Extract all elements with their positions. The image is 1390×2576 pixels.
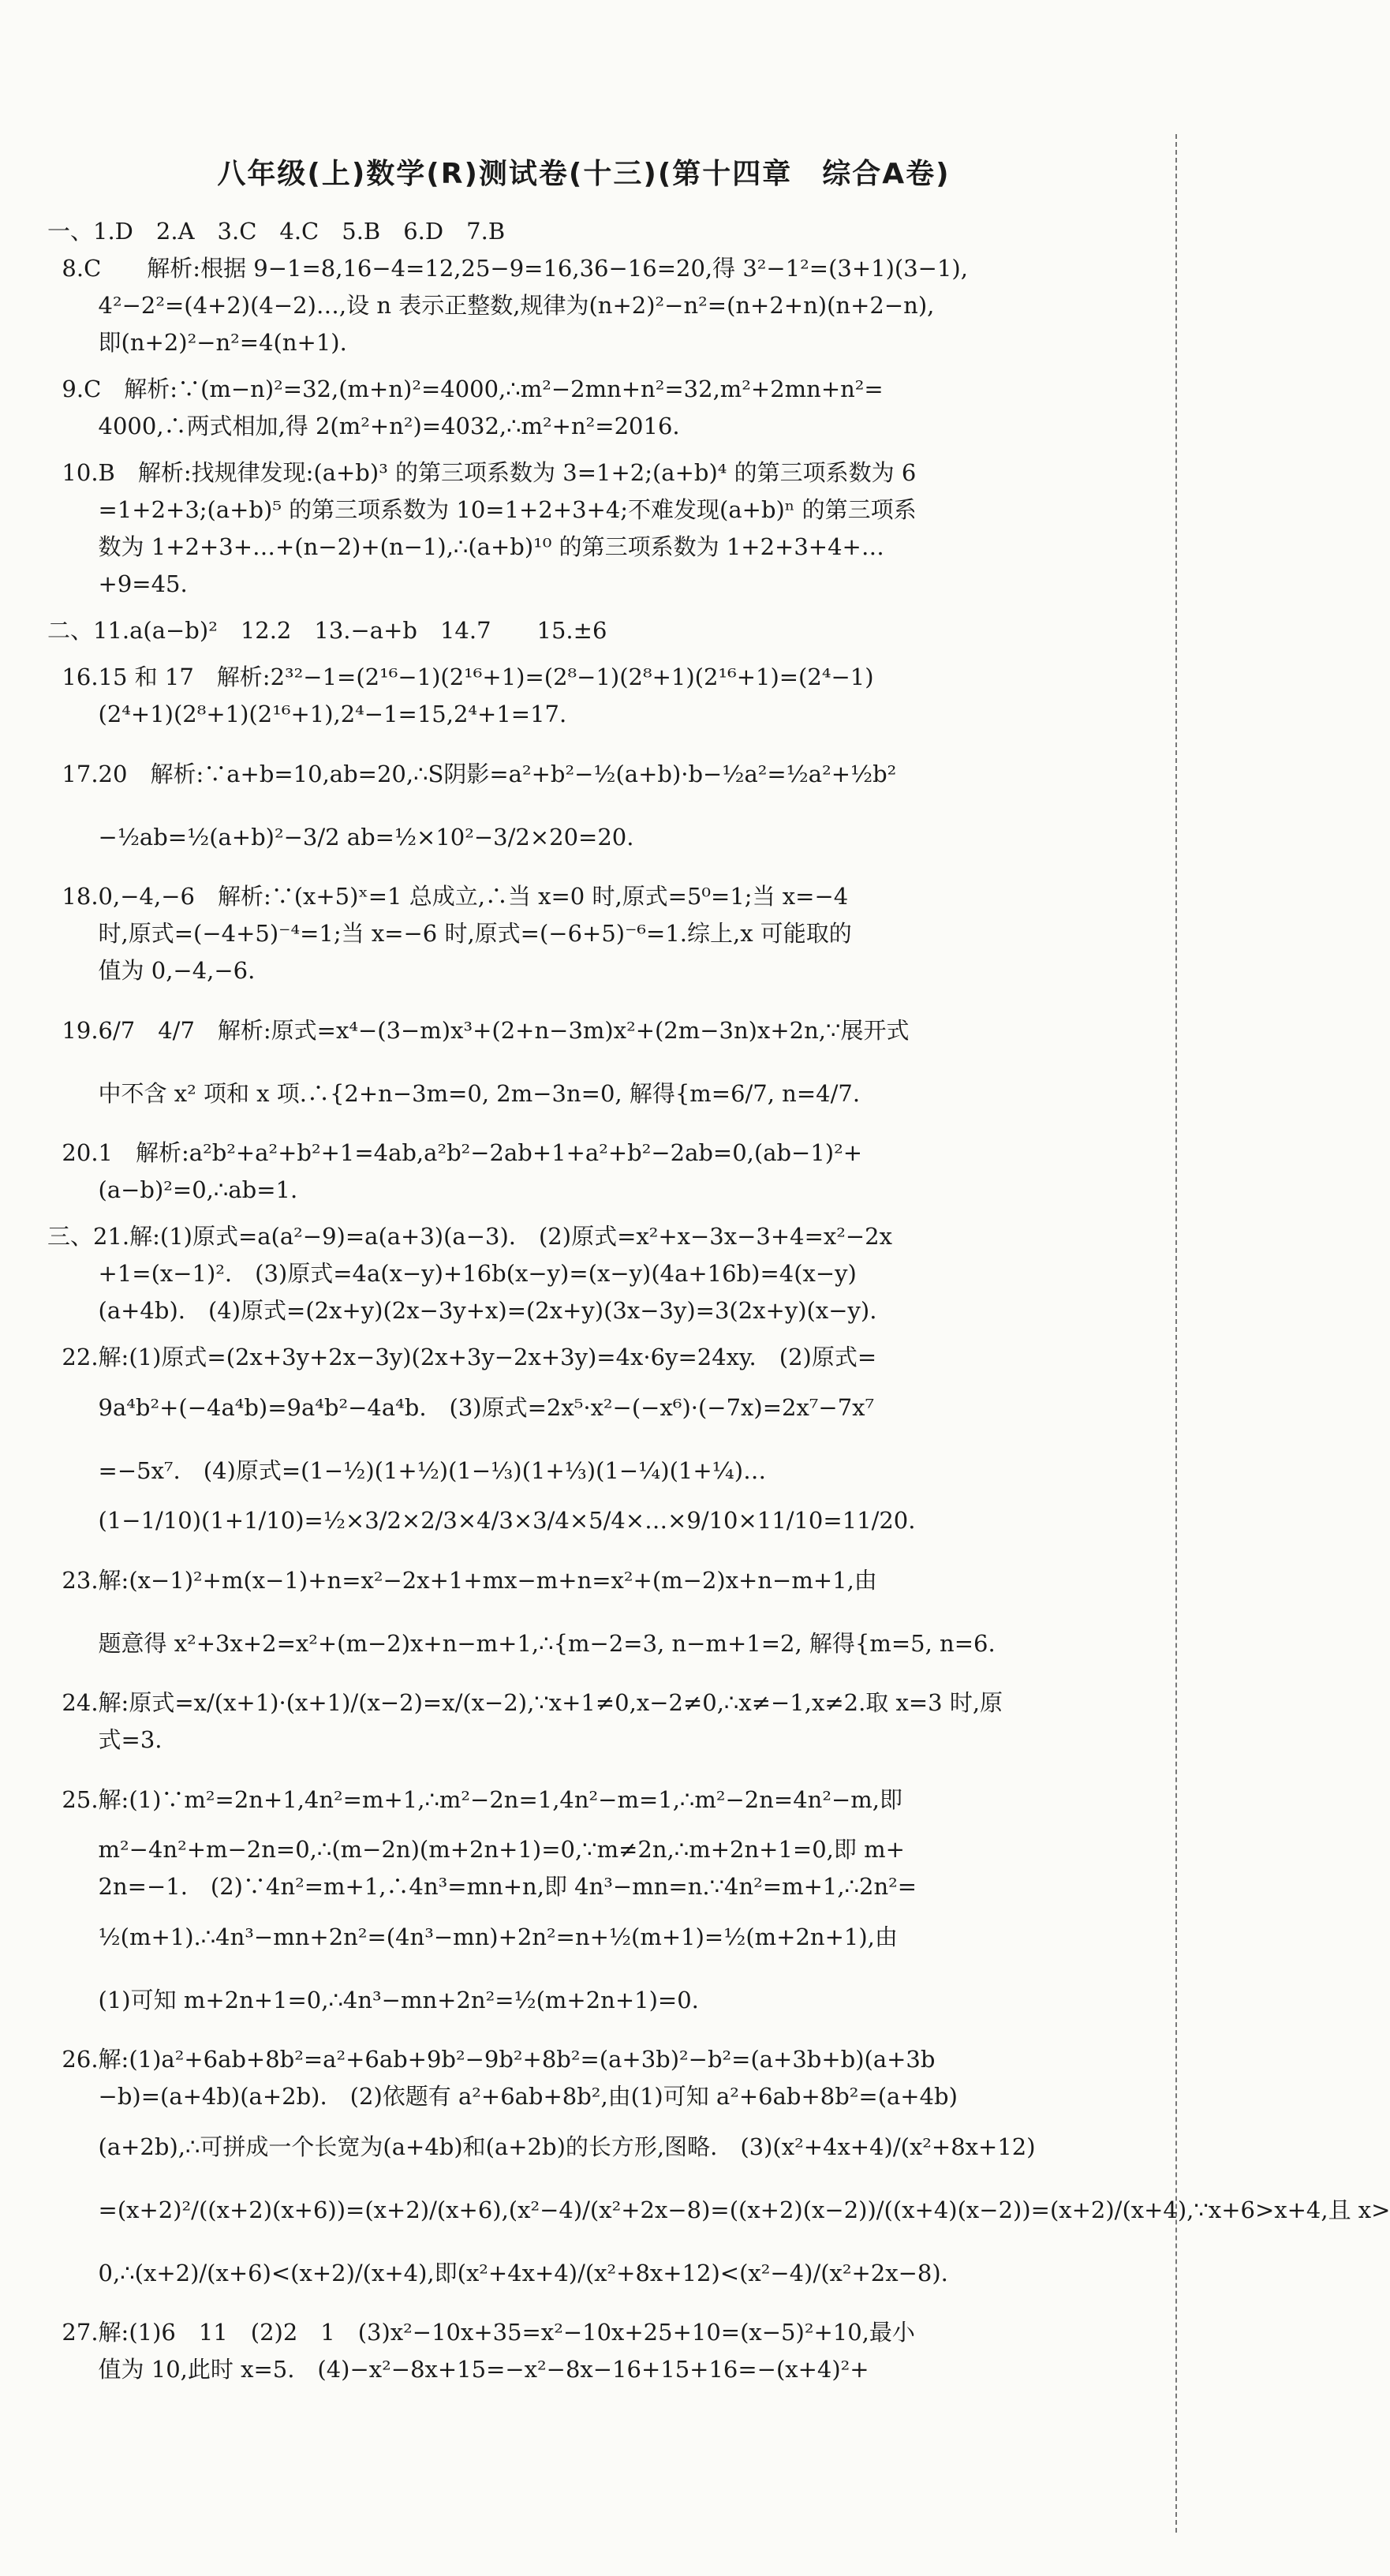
spacer	[47, 869, 1160, 878]
answer-line: 19.6/7 4/7 解析:原式=x⁴−(3−m)x³+(2+n−3m)x²+(2m−3n)x+2n,∵展开式	[47, 1017, 910, 1044]
answer-line: =(x+2)²/((x+2)(x+6))=(x+2)/(x+6),(x²−4)/(x²+2x−8)=((x+2)(x−2))/((x+4)(x−2))=(x+2)/(x+4),∵x+6>x+4,且 x>	[47, 2197, 1390, 2223]
answer-line: 23.解:(x−1)²+m(x−1)+n=x²−2x+1+mx−m+n=x²+(m−2)x+n−m+1,由	[47, 1567, 877, 1594]
answer-line: (a−b)²=0,∴ab=1.	[47, 1176, 298, 1203]
spacer	[47, 1675, 1160, 1684]
answer-line: 0,∴(x+2)/(x+6)<(x+2)/(x+4),即(x²+4x+4)/(x²+8x+12)<(x²−4)/(x²+2x−8).	[47, 2260, 948, 2286]
answer-line: 中不含 x² 项和 x 项.∴{2+n−3m=0, 2m−3n=0, 解得{m=6/7, n=4/7.	[47, 1080, 861, 1107]
answer-line: (2⁴+1)(2⁸+1)(2¹⁶+1),2⁴−1=15,2⁴+1=17.	[47, 701, 567, 727]
answer-line: ½(m+1).∴4n³−mn+2n²=(4n³−mn)+2n²=n+½(m+1)=½(m+2n+1),由	[47, 1924, 898, 1950]
answer-line: 8.C 解析:根据 9−1=8,16−4=12,25−9=16,36−16=20,得 3²−1²=(3+1)(3−1),	[47, 255, 968, 282]
spacer	[47, 1209, 1160, 1218]
answer-body	[47, 213, 1390, 2388]
answer-line: 2n=−1. (2)∵4n²=m+1,∴4n³=mn+n,即 4n³−mn=n.∵4n²=m+1,∴2n²=	[47, 1873, 917, 1900]
answer-line: 数为 1+2+3+…+(n−2)+(n−1),∴(a+b)¹⁰ 的第三项系数为 1+2+3+4+…	[47, 533, 884, 560]
answer-line: =−5x⁷. (4)原式=(1−½)(1+½)(1−⅓)(1+⅓)(1−¼)(1+¼)…	[47, 1457, 767, 1484]
spacer	[47, 361, 1160, 371]
answer-line: +1=(x−1)². (3)原式=4a(x−y)+16b(x−y)=(x−y)(4a+16b)=4(x−y)	[47, 1260, 857, 1287]
answer-line: 一、1.D 2.A 3.C 4.C 5.B 6.D 7.B	[47, 218, 506, 245]
answer-line: 16.15 和 17 解析:2³²−1=(2¹⁶−1)(2¹⁶+1)=(2⁸−1)(2⁸+1)(2¹⁶+1)=(2⁴−1)	[47, 664, 874, 690]
spacer	[47, 989, 1160, 999]
answer-line: 9a⁴b²+(−4a⁴b)=9a⁴b²−4a⁴b. (3)原式=2x⁵·x²−(−x⁶)·(−7x)=2x⁷−7x⁷	[47, 1394, 875, 1421]
answer-line: 时,原式=(−4+5)⁻⁴=1;当 x=−6 时,原式=(−6+5)⁻⁶=1.综上,x 可能取的	[47, 920, 852, 947]
spacer	[47, 649, 1160, 659]
answer-line: 即(n+2)²−n²=4(n+1).	[47, 329, 347, 356]
answer-line: 10.B 解析:找规律发现:(a+b)³ 的第三项系数为 3=1+2;(a+b)⁴ 的第三项系数为 6	[47, 459, 917, 486]
spacer	[47, 733, 1160, 742]
answer-line: 24.解:原式=x/(x+1)·(x+1)/(x−2)=x/(x−2),∵x+1≠0,x−2≠0,∴x≠−1,x≠2.取 x=3 时,原	[47, 1689, 1003, 1716]
spacer	[47, 2305, 1160, 2314]
answer-line: 二、11.a(a−b)² 12.2 13.−a+b 14.7 15.±6	[47, 617, 607, 644]
answer-line: +9=45.	[47, 570, 188, 597]
spacer	[47, 1329, 1160, 1339]
answer-line: −½ab=½(a+b)²−3/2 ab=½×10²−3/2×20=20.	[47, 824, 634, 851]
spacer	[47, 1539, 1160, 1549]
answer-line: =1+2+3;(a+b)⁵ 的第三项系数为 10=1+2+3+4;不难发现(a+b)ⁿ 的第三项系	[47, 496, 917, 523]
answer-line: 式=3.	[47, 1726, 163, 1753]
answer-line: (1)可知 m+2n+1=0,∴4n³−mn+2n²=½(m+2n+1)=0.	[47, 1987, 699, 2013]
answer-line: 17.20 解析:∵a+b=10,ab=20,∴S阴影=a²+b²−½(a+b)·b−½a²=½a²+½b²	[47, 761, 897, 787]
spacer	[47, 445, 1160, 454]
answer-line: 9.C 解析:∵(m−n)²=32,(m+n)²=4000,∴m²−2mn+n²=32,m²+2mn+n²=	[47, 376, 884, 402]
binding-rail	[1175, 134, 1179, 2533]
answer-line: 值为 0,−4,−6.	[47, 957, 256, 984]
answer-line: −b)=(a+4b)(a+2b). (2)依题有 a²+6ab+8b²,由(1)可知 a²+6ab+8b²=(a+4b)	[47, 2083, 958, 2110]
spacer	[47, 2032, 1160, 2041]
answer-line: 18.0,−4,−6 解析:∵(x+5)ˣ=1 总成立,∴当 x=0 时,原式=5⁰=1;当 x=−4	[47, 883, 849, 910]
answer-line: 值为 10,此时 x=5. (4)−x²−8x+15=−x²−8x−16+15+16=−(x+4)²+	[47, 2356, 869, 2383]
answer-line: (a+4b). (4)原式=(2x+y)(2x−3y+x)=(2x+y)(3x−3y)=3(2x+y)(x−y).	[47, 1297, 877, 1324]
answer-line: 4²−2²=(4+2)(4−2)…,设 n 表示正整数,规律为(n+2)²−n²=(n+2+n)(n+2−n),	[47, 292, 935, 319]
answer-line: 20.1 解析:a²b²+a²+b²+1=4ab,a²b²−2ab+1+a²+b²−2ab=0,(ab−1)²+	[47, 1139, 863, 1166]
spacer	[47, 1759, 1160, 1768]
answer-line: (1−1/10)(1+1/10)=½×3/2×2/3×4/3×3/4×5/4×…×9/10×11/10=11/20.	[47, 1507, 916, 1534]
answer-line: 22.解:(1)原式=(2x+3y+2x−3y)(2x+3y−2x+3y)=4x·6y=24xy. (2)原式=	[47, 1344, 877, 1370]
spacer	[47, 603, 1160, 612]
answer-line: 25.解:(1)∵m²=2n+1,4n²=m+1,∴m²−2n=1,4n²−m=1,∴m²−2n=4n²−m,即	[47, 1786, 903, 1813]
answer-line: 题意得 x²+3x+2=x²+(m−2)x+n−m+1,∴{m−2=3, n−m+1=2, 解得{m=5, n=6.	[47, 1630, 996, 1657]
answer-line: 27.解:(1)6 11 (2)2 1 (3)x²−10x+35=x²−10x+25+10=(x−5)²+10,最小	[47, 2319, 915, 2346]
answer-line: 4000,∴两式相加,得 2(m²+n²)=4032,∴m²+n²=2016.	[47, 413, 680, 439]
answer-line: m²−4n²+m−2n=0,∴(m−2n)(m+2n+1)=0,∵m≠2n,∴m+2n+1=0,即 m+	[47, 1836, 905, 1863]
answer-line: (a+2b),∴可拼成一个长宽为(a+4b)和(a+2b)的长方形,图略. (3)(x²+4x+4)/(x²+8x+12)	[47, 2133, 1036, 2160]
spacer	[47, 1125, 1160, 1135]
page-title: 八年级(上)数学(R)测试卷(十三)(第十四章 综合A卷)	[217, 158, 951, 190]
answer-line: 26.解:(1)a²+6ab+8b²=a²+6ab+9b²−9b²+8b²=(a+3b)²−b²=(a+3b+b)(a+3b	[47, 2046, 936, 2073]
answer-line: 三、21.解:(1)原式=a(a²−9)=a(a+3)(a−3). (2)原式=x²+x−3x−3+4=x²−2x	[47, 1223, 892, 1250]
